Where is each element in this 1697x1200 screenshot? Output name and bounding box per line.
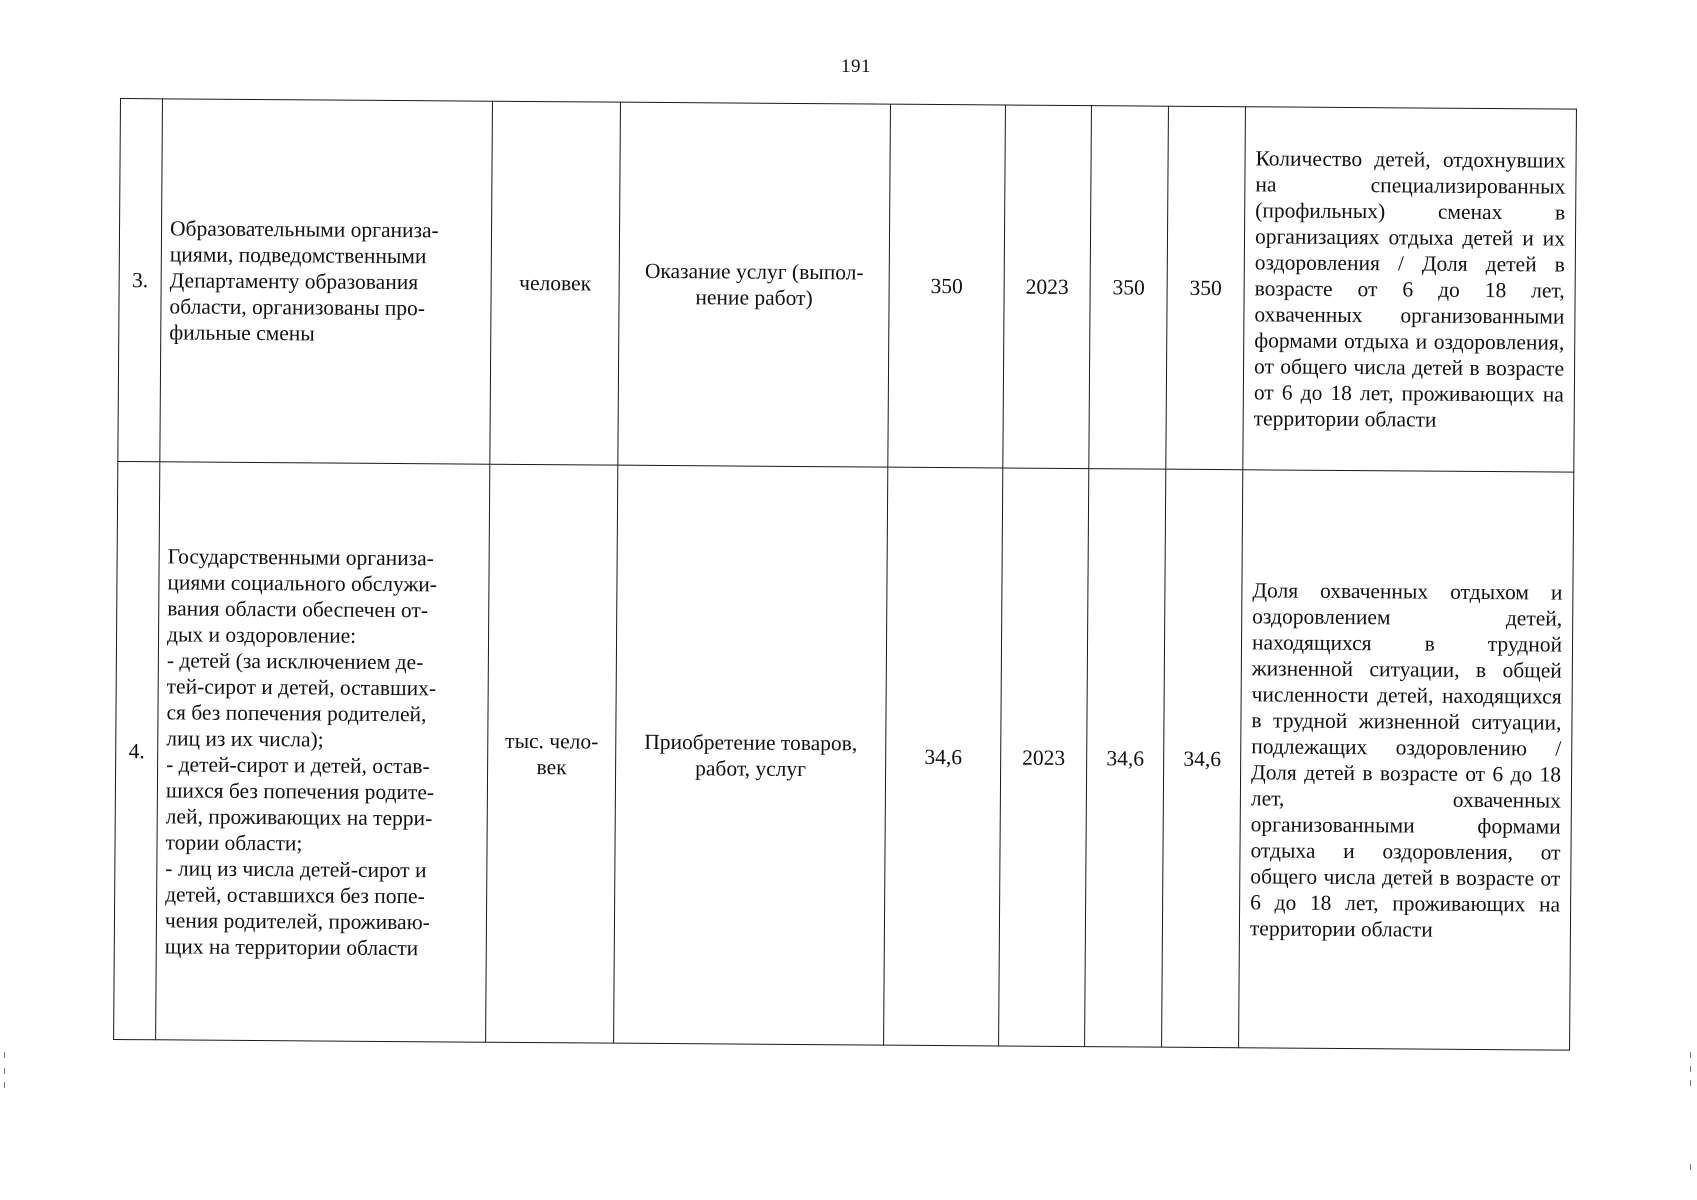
description-line: вания области обеспечен от- bbox=[167, 595, 429, 622]
unit-line: человек bbox=[519, 270, 592, 296]
type-line: Оказание услуг (выпол- bbox=[644, 258, 864, 285]
description-line: Государственными организа- bbox=[167, 543, 434, 570]
value-cell: 34,6 bbox=[1085, 469, 1166, 1048]
value-cell: 350 bbox=[1166, 106, 1246, 470]
type-line: работ, услуг bbox=[695, 755, 807, 781]
description-line: - лиц из числа детей-сирот и bbox=[165, 855, 427, 882]
measure-type bbox=[618, 102, 891, 467]
unit-of-measure bbox=[486, 464, 618, 1043]
description-line: детей, оставшихся без попе- bbox=[165, 881, 425, 908]
description-line: щих на территории области bbox=[164, 933, 419, 960]
unit-of-measure bbox=[490, 101, 621, 465]
description-line: чения родителей, проживаю- bbox=[164, 907, 430, 934]
description-line: лиц из их числа); bbox=[166, 725, 324, 752]
year-cell: 2023 bbox=[1003, 105, 1092, 469]
description-line: шихся без попечения родите- bbox=[165, 777, 435, 804]
description-line: - детей (за исключением де- bbox=[166, 647, 424, 674]
unit-line: тыс. чело- bbox=[505, 728, 599, 754]
scan-mark bbox=[1690, 1164, 1691, 1170]
description-line: циями социального обслужи- bbox=[167, 569, 438, 596]
description-line: тей-сирот и детей, оставших- bbox=[166, 673, 437, 700]
measure-description bbox=[160, 99, 493, 464]
type-line: нение работ) bbox=[695, 285, 813, 311]
description-line: ся без попечения родителей, bbox=[166, 699, 427, 726]
indicator-text: Количество детей, отдохнувших на специализированных (профильных) сменах в организациях отдыха детей и их оздоровления / Доля детей в возрасте от 6 до 18 лет, охваченных организованными формами отдыха и оздоровления, от общего числа детей в возрасте от 6 до 18 лет, проживающих на территории области bbox=[1243, 107, 1577, 472]
scan-mark bbox=[1690, 1066, 1691, 1072]
measure-description bbox=[156, 462, 490, 1042]
description-line: циями, подведомственными bbox=[169, 242, 427, 269]
description-line: дых и оздоровление: bbox=[166, 621, 357, 648]
row-number: 4. bbox=[114, 461, 160, 1039]
value-cell: 34,6 bbox=[884, 467, 1003, 1046]
unit-line: век bbox=[536, 754, 567, 779]
measure-type bbox=[614, 465, 888, 1045]
value-cell: 350 bbox=[888, 104, 1006, 468]
description-line: - детей-сирот и детей, остав- bbox=[166, 751, 430, 778]
description-line: области, организованы про- bbox=[169, 294, 426, 321]
value-cell: 34,6 bbox=[1162, 469, 1243, 1048]
indicator-text: Доля охваченных отдыхом и оздоровлением детей, находящихся в трудной жизненной ситуации, в общей численности детей, находящихся в трудной жизненной ситуации, подлежащих оздоровлению / Доля детей в возрасте от 6 до 18 лет, охваченных организованными формами отдыха и оздоровления, от общего числа детей в возрасте от 6 до 18 лет, проживающих на территории области bbox=[1239, 470, 1574, 1050]
scan-mark bbox=[4, 1082, 5, 1088]
value-cell: 350 bbox=[1089, 106, 1169, 470]
scan-mark bbox=[4, 1052, 5, 1058]
scan-mark bbox=[4, 1068, 5, 1074]
table-row bbox=[118, 99, 1577, 473]
measures-table bbox=[113, 98, 1577, 1051]
description-line: лей, проживающих на терри- bbox=[165, 803, 433, 830]
description-line: Департаменту образования bbox=[169, 268, 419, 295]
description-line: Образовательными организа- bbox=[169, 216, 439, 243]
description-line: тории области; bbox=[165, 829, 303, 855]
row-number: 3. bbox=[118, 99, 163, 462]
page-number: 191 bbox=[841, 56, 871, 77]
type-line: Приобретение товаров, bbox=[644, 729, 858, 755]
description-line: фильные смены bbox=[169, 320, 315, 346]
scan-mark bbox=[1690, 1052, 1691, 1058]
year-cell: 2023 bbox=[999, 468, 1089, 1047]
scan-mark bbox=[1690, 1080, 1691, 1086]
table-row bbox=[114, 461, 1574, 1050]
